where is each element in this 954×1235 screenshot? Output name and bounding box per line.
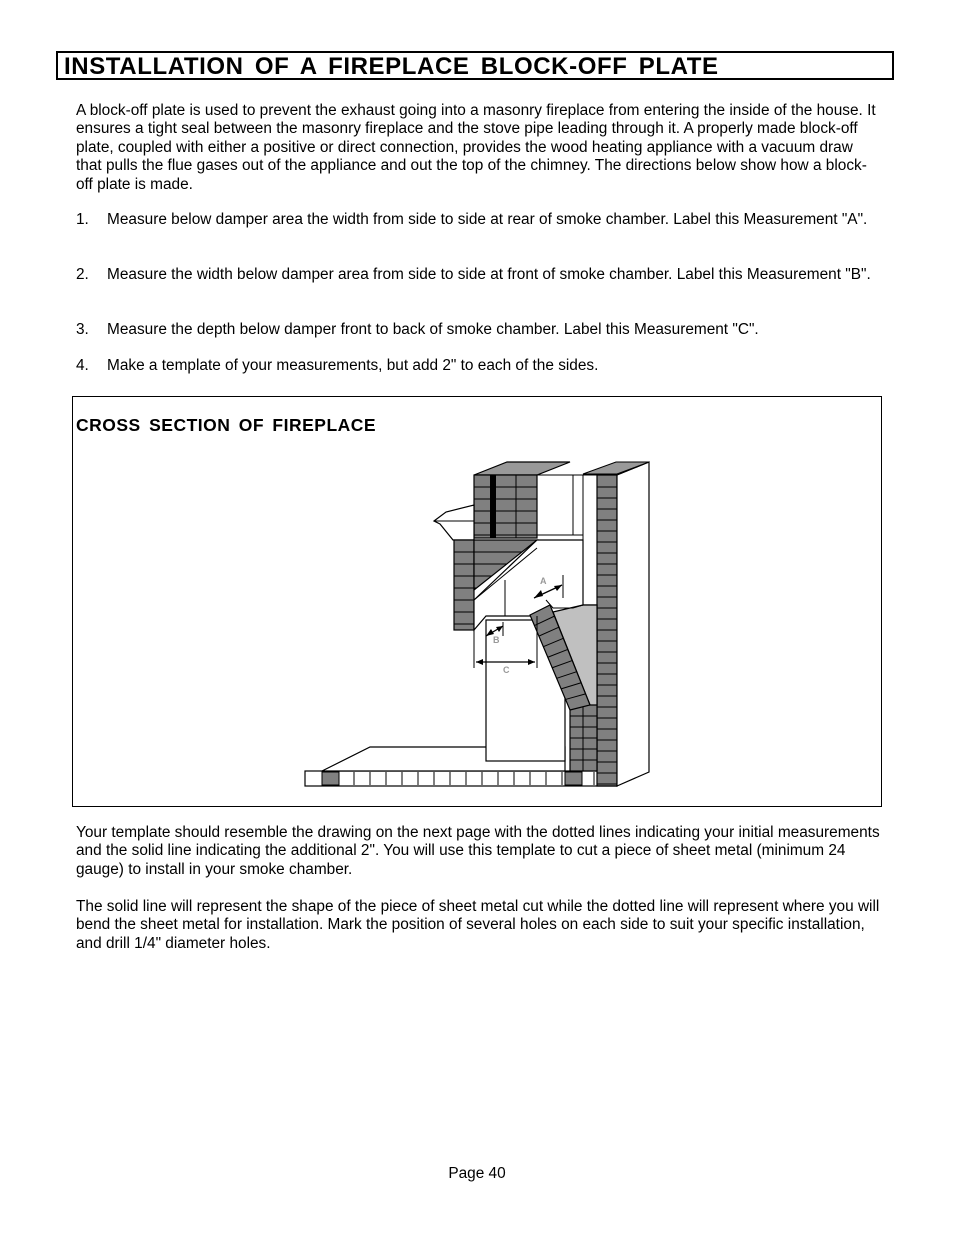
step-number: 2.: [76, 266, 89, 283]
step-text: Make a template of your measurements, but add 2" to each of the sides.: [107, 357, 599, 374]
page-title: INSTALLATION OF A FIREPLACE BLOCK-OFF PLATE: [64, 53, 719, 80]
step-text: Measure the depth below damper front to back of smoke chamber. Label this Measurement "C".: [107, 321, 759, 338]
step-text: Measure below damper area the width from side to side at rear of smoke chamber. Label this Measurement "A".: [107, 211, 868, 228]
step-text: Measure the width below damper area from side to side at front of smoke chamber. Label this Measurement "B".: [107, 266, 871, 283]
step-number: 3.: [76, 321, 89, 338]
page-number: Page 40: [448, 1165, 506, 1182]
intro-paragraph: A block-off plate is used to prevent the exhaust going into a masonry fireplace from entering the inside of the house. It ensures a tight seal between the masonry fireplace and the stove pipe leading through it. A properly made block-off plate, coupled with either a positive or direct connection, provides the wood heating appliance with a vacuum draw that pulls the flue gases out of the appliance and out the top of the chimney. The directions below show how a block-off plate is made.: [76, 102, 876, 193]
step-number: 4.: [76, 357, 89, 374]
step-number: 1.: [76, 211, 89, 228]
label-a: A: [540, 576, 547, 586]
label-b: B: [493, 635, 500, 645]
template-paragraph: Your template should resemble the drawing on the next page with the dotted lines indicating your initial measurements and the solid line indicating the additional 2". You will use this template to cut a piece of sheet metal (minimum 24 gauge) to install in your smoke chamber.: [76, 824, 880, 878]
label-c: C: [503, 665, 510, 675]
figure-title: CROSS SECTION OF FIREPLACE: [76, 415, 377, 435]
cut-paragraph: The solid line will represent the shape of the piece of sheet metal cut while the dotted line will represent where you will bend the sheet metal for installation. Mark the position of several holes on each side to suit your specific installation, and drill 1/4" diameter holes.: [76, 898, 880, 952]
